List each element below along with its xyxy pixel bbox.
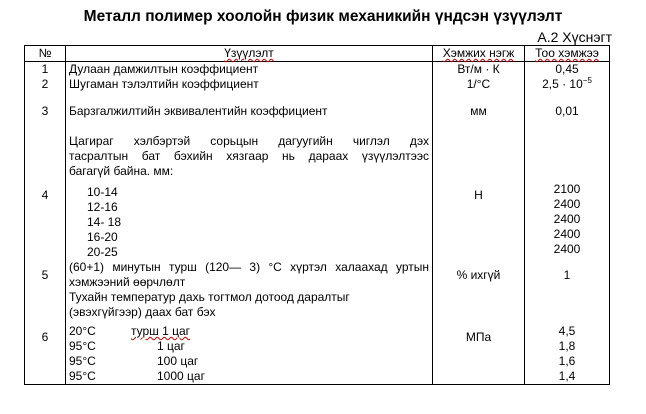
- test-condition: 95°С 1000 цаг: [69, 369, 205, 383]
- row-no: 6: [25, 290, 66, 385]
- table-row: [25, 290, 610, 385]
- header-unit: Хэмжих нэгж: [433, 46, 525, 62]
- row-name: Цагираг хэлбэртэй сорьцын дагуугийн чиглэл дэх тасралтын бат бэхийн хязгаар нь дараах үзүүлэлтээс багагүй байна. мм: 10-14 12-16 14- 18 16-20 20-25: [66, 130, 433, 260]
- row-no: 4: [25, 130, 66, 260]
- row-value: 2100 2400 2400 2400 2400: [525, 130, 610, 260]
- row-value: 0,01: [525, 92, 610, 130]
- header-value: Тоо хэмжээ: [525, 46, 610, 62]
- row-name: Тухайн температур дахь тогтмол дотоод даралтыг (эвэхгүйгээр) даах бат бэх 20°С турш 1 цаг 95°С 1 цаг 95°С 100 цаг 95°С 1000 цаг: [66, 290, 433, 385]
- page-title: Металл полимер хоолойн физик механикийн үндсэн үзүүлэлт: [83, 8, 563, 25]
- size-item: 10-14: [87, 185, 118, 199]
- row-unit: 1/°С: [433, 77, 525, 92]
- row-name: (60+1) минутын турш (120— 3) °С хүртэл халаахад уртын хэмжээний өөрчлөлт: [66, 260, 433, 290]
- table-row: [25, 130, 610, 260]
- row-no: 5: [25, 260, 66, 290]
- table-header-row: [25, 46, 610, 62]
- size-item: 12-16: [87, 200, 118, 214]
- row-unit: Вт/м · К: [433, 62, 525, 78]
- header-name: Үзүүлэлт: [66, 46, 433, 62]
- row-unit: мм: [433, 92, 525, 130]
- properties-table: [24, 45, 610, 385]
- table-row: [25, 260, 610, 290]
- table-row: [25, 77, 610, 92]
- row-name: Барзгалжилтийн эквивалентийн коэффициент: [66, 92, 433, 130]
- row-no: 3: [25, 92, 66, 130]
- size-item: 16-20: [87, 230, 118, 244]
- test-condition: 95°С 100 цаг: [69, 354, 199, 368]
- size-item: 14- 18: [87, 215, 122, 229]
- size-item: 20-25: [87, 245, 118, 259]
- row-value: 1: [525, 260, 610, 290]
- row-unit: % ихгүй: [433, 260, 525, 290]
- header-no: №: [25, 46, 66, 62]
- row-name: Шугаман тэлэлтийн коэффициент: [66, 77, 433, 92]
- table-row: [25, 92, 610, 130]
- row-no: 1: [25, 62, 66, 78]
- row-value: 0,45: [525, 62, 610, 78]
- value-exponent: −5: [582, 76, 592, 85]
- row-no: 2: [25, 77, 66, 92]
- test-condition: 20°С турш 1 цаг: [69, 324, 191, 338]
- row-unit: МПа: [433, 290, 525, 385]
- row-name: Дулаан дамжилтын коэффициент: [66, 62, 433, 78]
- table-number: А.2 Хүснэгт: [537, 29, 612, 45]
- table-row: [25, 62, 610, 78]
- row-value: $2,5 \cdot 10^{-5}$: [525, 77, 610, 92]
- test-condition: 95°С 1 цаг: [69, 339, 185, 353]
- row-value: 4,5 1,8 1,6 1,4: [525, 290, 610, 385]
- row-unit: Н: [433, 130, 525, 260]
